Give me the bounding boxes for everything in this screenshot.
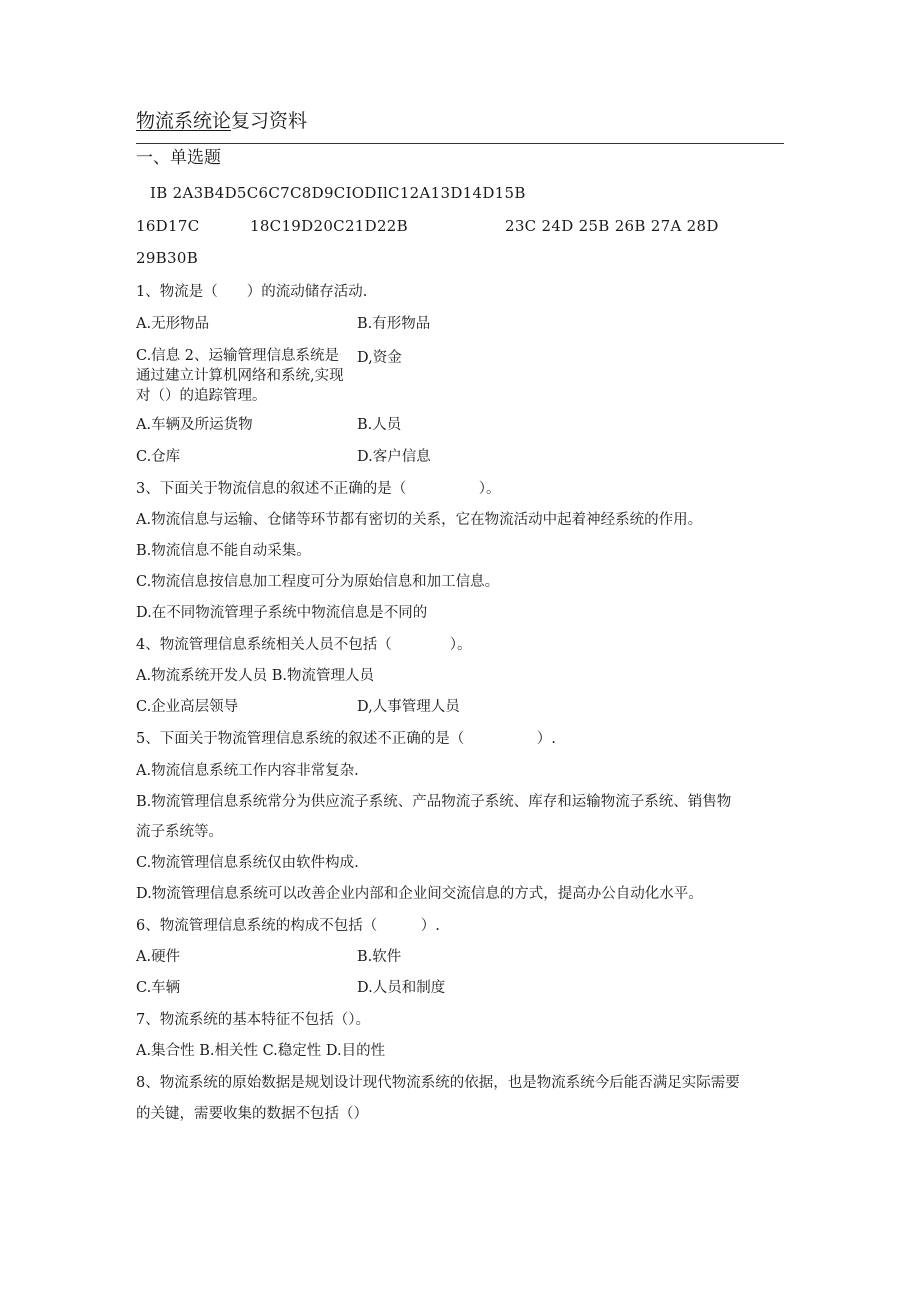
question-1-option-c-and-question-2-stem: C.信息 2、运输管理信息系统是通过建立计算机网络和系统,实现对（）的追踪管理。: [136, 348, 344, 404]
answer-key-line-3: 29B30B: [136, 249, 199, 267]
question-6-option-a: A.硬件: [136, 949, 181, 965]
question-5-option-b-line-2: 流子系统等。: [136, 824, 223, 840]
answer-key-line-2b: 18C19D20C21D22B: [250, 217, 408, 235]
question-3-option-d: D.在不同物流管理子系统中物流信息是不同的: [136, 605, 428, 621]
question-5-option-a: A.物流信息系统工作内容非常复杂.: [136, 763, 359, 779]
title-underlined-part: 物流系统论: [136, 110, 232, 132]
question-6-stem: 6、物流管理信息系统的构成不包括（ ）.: [136, 918, 440, 934]
question-1-option-a: A.无形物品: [136, 316, 210, 332]
question-1-option-b: B.有形物品: [357, 316, 431, 332]
question-3-option-c: C.物流信息按信息加工程度可分为原始信息和加工信息。: [136, 574, 500, 590]
question-4-options-ab: A.物流系统开发人员 B.物流管理人员: [136, 668, 374, 684]
title-rule: [136, 143, 784, 144]
question-2-option-c: C.仓库: [136, 449, 181, 465]
page-title: [136, 108, 307, 134]
question-5-stem: 5、下面关于物流管理信息系统的叙述不正确的是（ ）.: [136, 731, 556, 747]
question-6-option-b: B.软件: [357, 949, 402, 965]
question-4-stem: 4、物流管理信息系统相关人员不包括（ ）。: [136, 637, 472, 653]
question-3-stem: 3、下面关于物流信息的叙述不正确的是（ ）。: [136, 481, 501, 497]
answer-key-line-1: IB 2A3B4D5C6C7C8D9CIODIlC12A13D14D15B: [150, 184, 526, 202]
question-4-option-d: D,人事管理人员: [357, 699, 460, 715]
question-2-option-a: A.车辆及所运货物: [136, 417, 253, 433]
question-3-option-b: B.物流信息不能自动采集。: [136, 543, 311, 559]
question-6-option-c: C.车辆: [136, 980, 181, 996]
question-8-stem-line-1: 8、物流系统的原始数据是规划设计现代物流系统的依据，也是物流系统今后能否满足实际需要: [136, 1075, 740, 1091]
question-1-stem: 1、物流是（ ）的流动储存活动.: [136, 284, 368, 300]
question-1-option-d: D,资金: [357, 350, 402, 366]
question-8-stem-line-2: 的关键，需要收集的数据不包括（）: [136, 1106, 368, 1122]
answer-key-line-2c: 23C 24D 25B 26B 27A 28D: [505, 217, 719, 235]
answer-key-line-2a: 16D17C: [136, 217, 200, 235]
question-2-option-b: B.人员: [357, 417, 402, 433]
question-2-option-d: D.客户信息: [357, 449, 431, 465]
question-5-option-b-line-1: B.物流管理信息系统常分为供应流子系统、产品物流子系统、库存和运输物流子系统、销售物: [136, 794, 732, 810]
section-heading: 一、单选题: [136, 148, 221, 168]
title-rest-part: 复习资料: [231, 110, 308, 132]
question-3-option-a: A.物流信息与运输、仓储等环节都有密切的关系，它在物流活动中起着神经系统的作用。: [136, 512, 703, 528]
question-5-option-c: C.物流管理信息系统仅由软件构成.: [136, 855, 359, 871]
question-7-stem: 7、物流系统的基本特征不包括（）。: [136, 1012, 370, 1028]
question-6-option-d: D.人员和制度: [357, 980, 446, 996]
question-7-options: A.集合性 B.相关性 C.稳定性 D.目的性: [136, 1043, 386, 1059]
question-4-option-c: C.企业高层领导: [136, 699, 239, 715]
question-5-option-d: D.物流管理信息系统可以改善企业内部和企业间交流信息的方式，提高办公自动化水平。: [136, 886, 703, 902]
